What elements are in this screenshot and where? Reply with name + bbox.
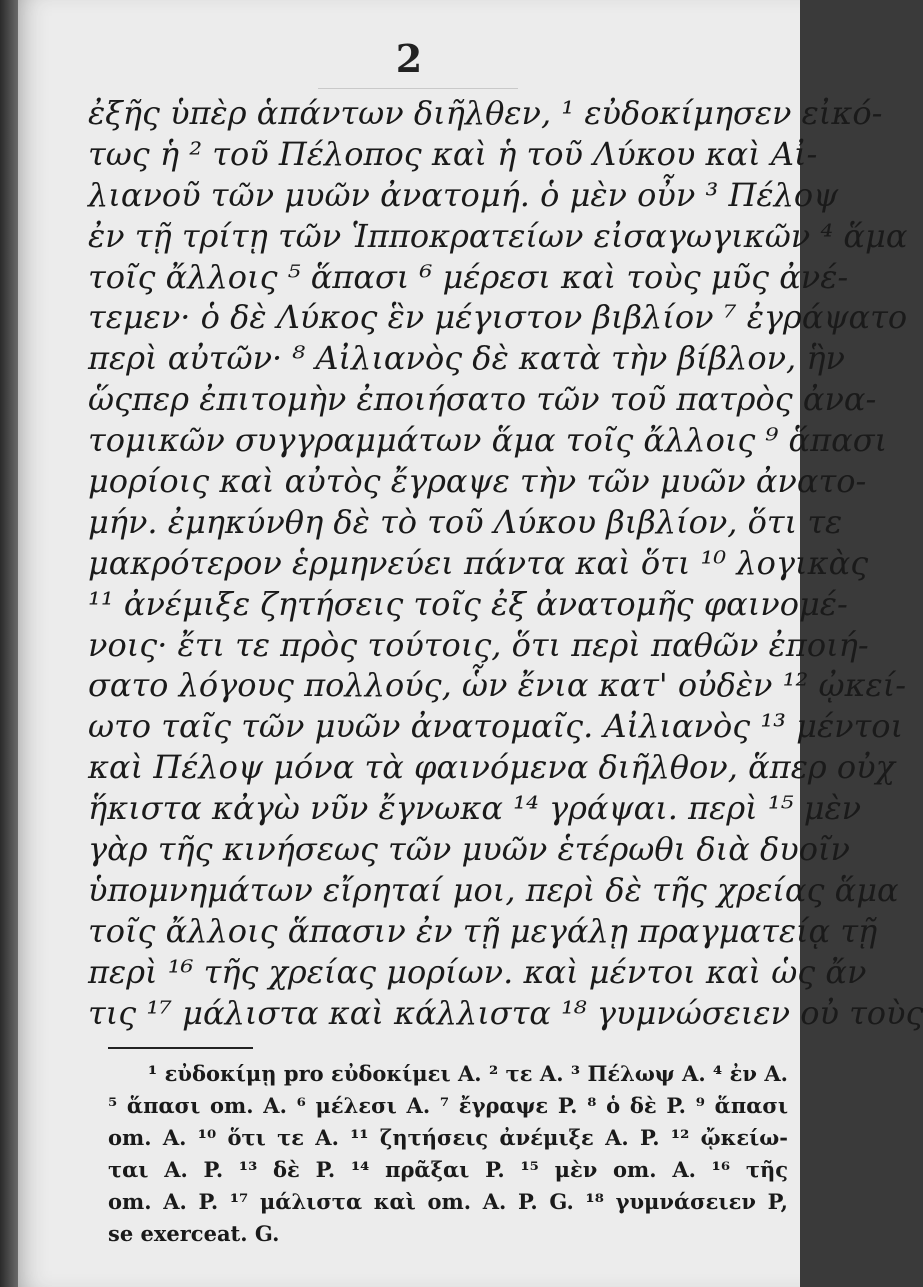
scan-edge (0, 0, 18, 1287)
text-line: ἥκιστα κἀγὼ νῦν ἔγνωκα ¹⁴ γράψαι. περὶ ¹⁵ μὲν (88, 789, 862, 828)
footnote-line: om. A. ¹⁰ ὅτι τε A. ¹¹ ζητήσεις ἀνέμιξε A. P. ¹² ᾤκείω- (108, 1125, 788, 1150)
text-line: ὑπομνημάτων εἴρηταί μοι, περὶ δὲ τῆς χρείας ἅμα (88, 870, 899, 909)
text-line: γὰρ τῆς κινήσεως τῶν μυῶν ἑτέρωθι διὰ δυοῖν (88, 830, 850, 869)
text-line: καὶ Πέλοψ μόνα τὰ φαινόμενα διῆλθον, ἅπερ οὐχ (88, 748, 895, 787)
footnote-line: ται A. P. ¹³ δὲ P. ¹⁴ πρᾶξαι P. ¹⁵ μὲν om. A. ¹⁶ τῆς (108, 1157, 788, 1182)
book-page (18, 0, 923, 1287)
text-line: ἐξῆς ὑπὲρ ἁπάντων διῆλθεν, ¹ εὐδοκίμησεν εἰκό- (88, 94, 883, 132)
text-line: μακρότερον ἑρμηνεύει πάντα καὶ ὅτι ¹⁰ λογικὰς (88, 543, 869, 582)
text-line: νοις· ἔτι τε πρὸς τούτοις, ὅτι περὶ παθῶν ἐποιή- (88, 625, 869, 664)
text-line: λιανοῦ τῶν μυῶν ἀνατομή. ὁ μὲν οὖν ³ Πέλοψ (88, 175, 839, 214)
text-line: ὥςπερ ἐπιτομὴν ἐποιήσατο τῶν τοῦ πατρὸς ἀνα- (88, 380, 877, 419)
page-number: 2 (395, 36, 423, 81)
text-line: τοῖς ἄλλοις ἅπασιν ἐν τῇ μεγάλῃ πραγματείᾳ τῇ (88, 911, 878, 950)
text-line: σατο λόγους πολλούς, ὧν ἔνια κατ' οὐδὲν ¹² ᾠκεί- (88, 666, 907, 705)
text-line: τις ¹⁷ μάλιστα καὶ κάλλιστα ¹⁸ γυμνώσειεν οὐ τοὺς (88, 993, 923, 1032)
footnotes (108, 1058, 788, 1250)
text-line: μήν. ἐμηκύνθη δὲ τὸ τοῦ Λύκου βιβλίον, ὅτι τε (88, 502, 843, 541)
text-line: τοῖς ἄλλοις ⁵ ἅπασι ⁶ μέρεσι καὶ τοὺς μῦς ἀνέ- (88, 257, 849, 296)
header-rule (318, 88, 518, 89)
text-line: ἐν τῇ τρίτῃ τῶν Ἱπποκρατείων εἰσαγωγικῶν ⁴ ἅμα (88, 216, 908, 255)
footnote-line: ¹ εὐδοκίμῃ pro εὐδοκίμει A. ² τε A. ³ Πέλωψ A. ⁴ ἐν A. (148, 1061, 788, 1086)
text-line: ωτο ταῖς τῶν μυῶν ἀνατομαῖς. Αἰλιανὸς ¹³ μέντοι (88, 707, 904, 746)
text-line: περὶ ¹⁶ τῆς χρείας μορίων. καὶ μέντοι καὶ ὡς ἄν (88, 952, 867, 991)
text-line: τομικῶν συγγραμμάτων ἅμα τοῖς ἄλλοις ⁹ ἅπασι (88, 421, 888, 460)
footnote-line: om. A. P. ¹⁷ μάλιστα καὶ om. A. P. G. ¹⁸ γυμνάσειεν P, (108, 1189, 788, 1214)
text-line: ¹¹ ἀνέμιξε ζητήσεις τοῖς ἐξ ἀνατομῆς φαινομέ- (88, 584, 848, 623)
text-line: τεμεν· ὁ δὲ Λύκος ἓν μέγιστον βιβλίον ⁷ ἐγράψατο (88, 298, 908, 337)
text-line: μορίοις καὶ αὐτὸς ἔγραψε τὴν τῶν μυῶν ἀνατο- (88, 462, 867, 501)
main-text (88, 93, 923, 1033)
footnote-line: se exerceat. G. (108, 1221, 280, 1246)
text-line: περὶ αὐτῶν· ⁸ Αἰλιανὸς δὲ κατὰ τὴν βίβλον, ἣν (88, 339, 845, 378)
text-line: τως ἡ ² τοῦ Πέλοπος καὶ ἡ τοῦ Λύκου καὶ Αἰ- (88, 134, 818, 173)
footnote-rule (108, 1047, 253, 1049)
footnote-line: ⁵ ἅπασι om. A. ⁶ μέλεσι A. ⁷ ἔγραψε P. ⁸ ὁ δὲ P. ⁹ ἅπασι (108, 1093, 788, 1118)
